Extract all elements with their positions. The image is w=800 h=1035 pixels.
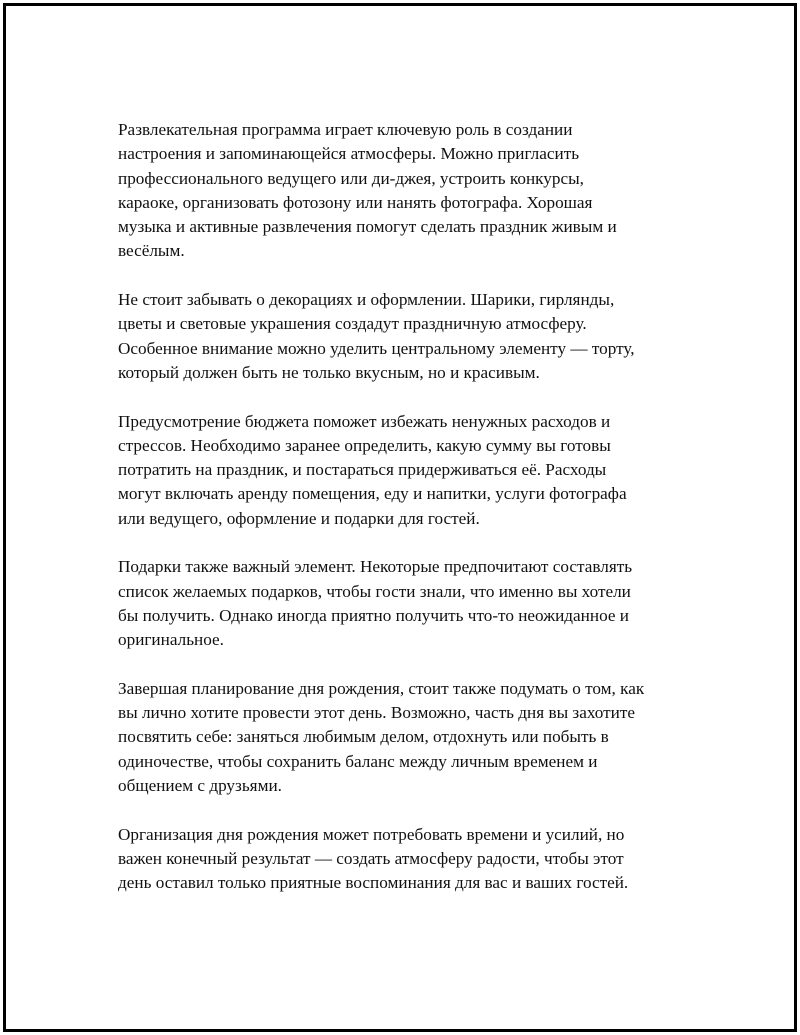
text-line: который должен быть не только вкусным, но и красивым. xyxy=(118,362,540,382)
text-line: день оставил только приятные воспоминания для вас и ваших гостей. xyxy=(118,873,629,893)
paragraph-budget xyxy=(118,410,698,531)
text-line: вы лично хотите провести этот день. Возможно, часть дня вы захотите xyxy=(118,703,635,723)
text-line: Предусмотрение бюджета поможет избежать ненужных расходов и xyxy=(118,411,611,431)
text-line: цветы и световые украшения создадут праздничную атмосферу. xyxy=(118,314,587,334)
text-line: Особенное внимание можно уделить центральному элементу — торту, xyxy=(118,338,635,358)
text-line: бы получить. Однако иногда приятно получить что-то неожиданное и xyxy=(118,605,629,625)
text-line: могут включать аренду помещения, еду и напитки, услуги фотографа xyxy=(118,484,627,504)
paragraph-personal-time xyxy=(118,677,698,798)
text-line: посвятить себе: заняться любимым делом, отдохнуть или побыть в xyxy=(118,727,609,747)
text-line: одиночестве, чтобы сохранить баланс между личным временем и xyxy=(118,751,598,771)
text-line: профессионального ведущего или ди-джея, устроить конкурсы, xyxy=(118,168,584,188)
text-line: важен конечный результат — создать атмосферу радости, чтобы этот xyxy=(118,848,624,868)
text-line: Завершая планирование дня рождения, стоит также подумать о том, как xyxy=(118,678,645,698)
text-line: список желаемых подарков, чтобы гости знали, что именно вы хотели xyxy=(118,581,631,601)
paragraph-gifts xyxy=(118,555,698,652)
text-line: музыка и активные развлечения помогут сделать праздник живым и xyxy=(118,217,617,237)
text-line: оригинальное. xyxy=(118,630,224,650)
text-line: настроения и запоминающейся атмосферы. Можно пригласить xyxy=(118,144,580,164)
paragraph-conclusion xyxy=(118,823,698,896)
text-line: общением с друзьями. xyxy=(118,776,282,796)
text-line: стрессов. Необходимо заранее определить, какую сумму вы готовы xyxy=(118,435,611,455)
text-line: Развлекательная программа играет ключевую роль в создании xyxy=(118,120,573,139)
text-line: весёлым. xyxy=(118,241,185,261)
text-line: потратить на праздник, и постараться придерживаться её. Расходы xyxy=(118,460,607,480)
paragraph-decorations xyxy=(118,288,698,385)
document-body xyxy=(118,118,698,920)
text-line: караоке, организовать фотозону или нанять фотографа. Хорошая xyxy=(118,192,593,212)
text-line: Не стоит забывать о декорациях и оформлении. Шарики, гирлянды, xyxy=(118,290,615,310)
text-line: или ведущего, оформление и подарки для гостей. xyxy=(118,508,480,528)
text-line: Организация дня рождения может потребовать времени и усилий, но xyxy=(118,824,625,844)
text-line: Подарки также важный элемент. Некоторые предпочитают составлять xyxy=(118,557,633,577)
paragraph-entertainment xyxy=(118,118,698,264)
